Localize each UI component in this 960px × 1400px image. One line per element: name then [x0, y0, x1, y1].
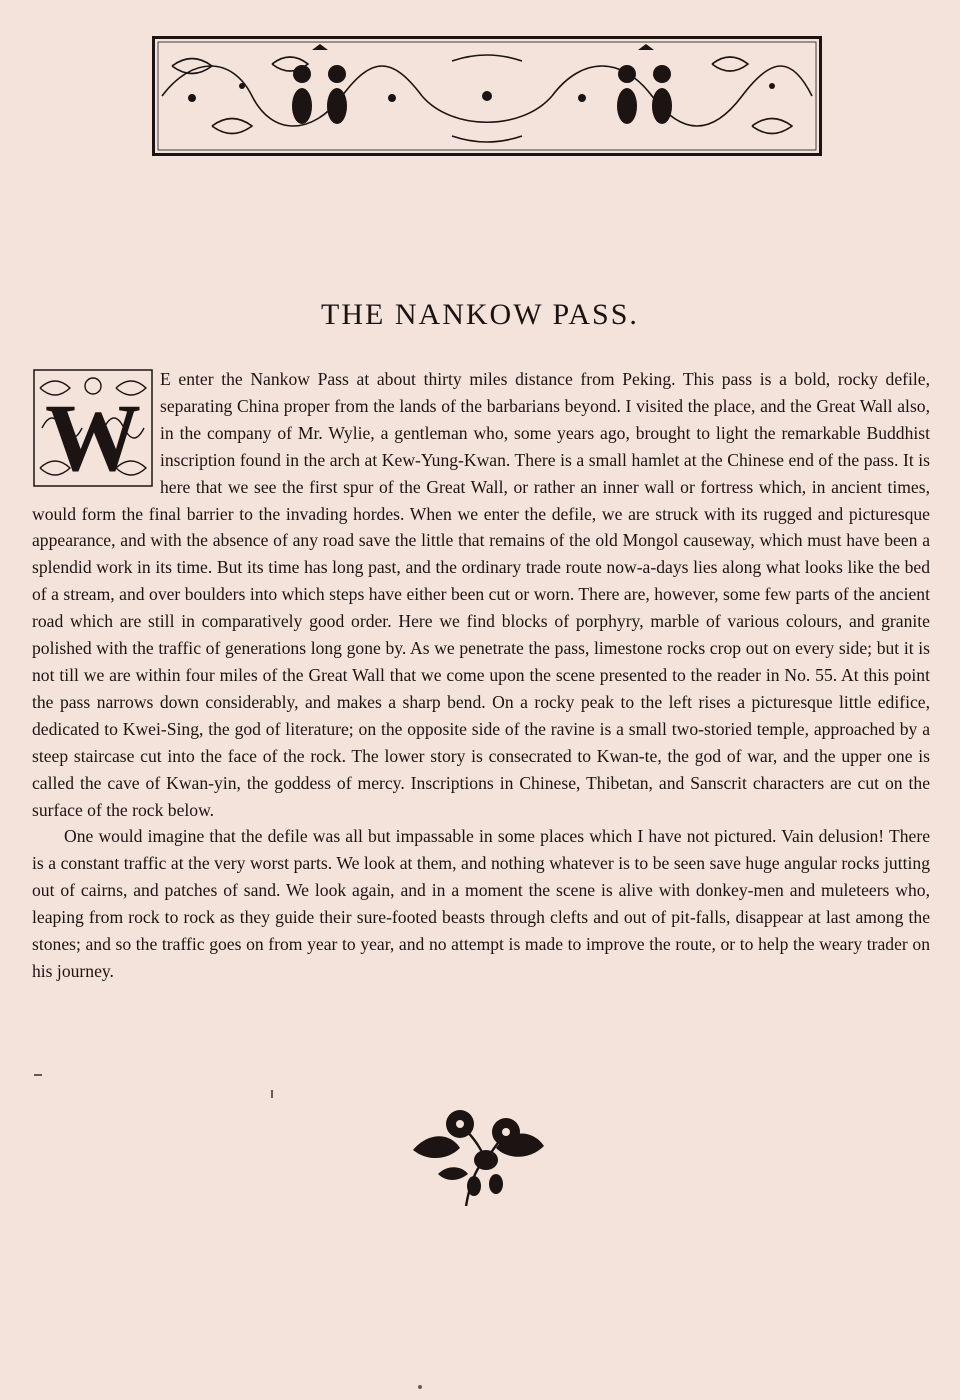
paragraph-2: One would imagine that the defile was all but impassable in some places which I have not pictured. Vain delusion! There is a constant traffic at the very worst parts. We look at them, and nothing whatever is to be seen save huge angular rocks jutting out of cairns, and patches of sand. We look again, and in a moment the scene is alive with donkey-men and muleteers who, leaping from rock to rock as they guide their sure-footed beasts through clefts and out of pit-falls, disappear at last among the stones; and so the traffic goes on from year to year, and no attempt is made to improve the route, or to help the weary trader on his journey. — [32, 826, 930, 981]
floral-scroll-cherubs-icon — [152, 36, 822, 156]
body-text — [32, 366, 930, 985]
page-speck — [271, 1090, 273, 1098]
page-title: THE NANKOW PASS. — [321, 298, 639, 331]
flower-sprig-icon — [408, 1102, 548, 1208]
ornate-drop-cap-w-icon — [32, 368, 154, 488]
paragraph-1: E enter the Nankow Pass at about thirty miles distance from Peking. This pass is a bold, rocky defile, separating China proper from the lands of the barbarians beyond. I visited the place, and the Great Wall also, in the company of Mr. Wylie, a gentleman who, some years ago, brought to light the remarkable Buddhist inscription found in the arch at Kew-Yung-Kwan. There is a small hamlet at the Chinese end of the pass. It is here that we see the first spur of the Great Wall, or rather an inner wall or fortress which, in ancient times, would form the final barrier to the invading hordes. When we enter the defile, we are struck with its rugged and picturesque appearance, and with the absence of any road save the little that remains of the old Mongol causeway, which must have been a splendid work in its time. But its time has long past, and the ordinary trade route now-a-days lies along what looks like the bed of a stream, and over boulders into which steps have either been cut or worn. There are, however, some few parts of the ancient road which are still in comparatively good order. Here we find blocks of porphyry, marble of various colours, and granite polished with the traffic of generations long gone by. As we penetrate the pass, limestone rocks crop out on every side; but it is not till we are within four miles of the Great Wall that we come upon the scene presented to the reader in No. 55. At this point the pass narrows down considerably, and makes a sharp bend. On a rocky peak to the left rises a picturesque little edifice, dedicated to Kwei-Sing, the god of literature; on the opposite side of the ravine is a small two-storied temple, approached by a steep staircase cut into the face of the rock. The lower story is consecrated to Kwan-te, the god of war, and the upper one is called the cave of Kwan-yin, the goddess of mercy. Inscriptions in Chinese, Thibetan, and Sanscrit characters are cut on the surface of the rock below. — [32, 369, 930, 820]
page-speck — [418, 1385, 422, 1389]
drop-cap-letter: W — [45, 384, 141, 488]
page-speck — [34, 1074, 42, 1076]
